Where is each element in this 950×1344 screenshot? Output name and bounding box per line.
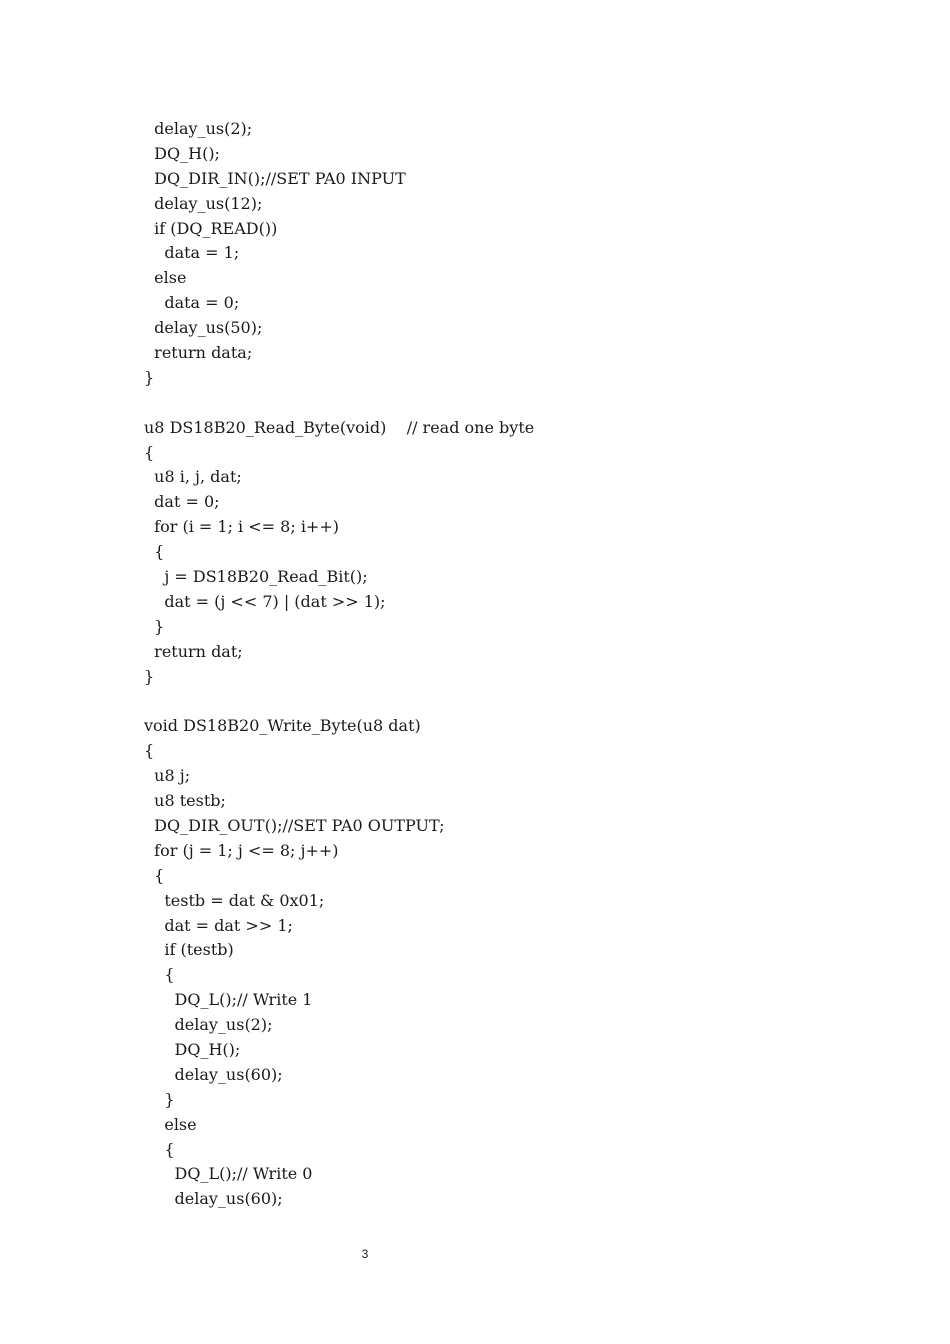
code-line: { [144,1139,175,1159]
code-line: u8 testb; [144,791,226,811]
code-line: { [144,442,155,462]
code-line: delay_us(50); [144,318,263,338]
code-line: { [144,865,165,885]
code-line: DQ_H(); [144,143,220,163]
code-line: data = 1; [144,243,240,263]
code-line: u8 j; [144,766,191,786]
code-line: delay_us(2); [144,119,253,138]
code-line: delay_us(2); [144,1015,273,1035]
code-line: dat = 0; [144,492,220,512]
code-line: dat = (j << 7) | (dat >> 1); [144,591,386,611]
code-line: dat = dat >> 1; [144,915,293,935]
code-line: return data; [144,343,253,363]
code-line: DQ_H(); [144,1039,241,1059]
code-line: DQ_DIR_IN();//SET PA0 INPUT [144,168,406,188]
code-line: j = DS18B20_Read_Bit(); [144,567,368,587]
code-line: delay_us(60); [144,1189,283,1209]
code-line: } [144,367,155,387]
code-listing [144,117,904,1212]
page-number: 3 [361,1247,369,1261]
code-line: for (j = 1; j <= 8; j++) [144,840,339,860]
code-line: void DS18B20_Write_Byte(u8 dat) [144,716,421,736]
code-line: u8 DS18B20_Read_Byte(void) // read one byte [144,417,535,437]
code-line: data = 0; [144,293,240,313]
code-line: { [144,965,175,985]
code-line: delay_us(60); [144,1064,283,1084]
code-line: delay_us(12); [144,193,263,213]
code-line: if (DQ_READ()) [144,218,278,238]
code-line: DQ_L();// Write 0 [144,1164,313,1184]
code-line: else [144,268,187,288]
code-line: } [144,1089,175,1109]
code-line: } [144,616,165,636]
code-line: if (testb) [144,940,234,960]
code-line: else [144,1114,197,1134]
code-line: u8 i, j, dat; [144,467,242,487]
code-line: } [144,666,155,686]
code-line: DQ_DIR_OUT();//SET PA0 OUTPUT; [144,815,445,835]
code-line: { [144,741,155,761]
code-line: for (i = 1; i <= 8; i++) [144,517,339,537]
code-line: testb = dat & 0x01; [144,890,325,910]
code-line: { [144,542,165,562]
code-line: return dat; [144,641,243,661]
code-line [144,391,904,416]
code-line [144,689,904,714]
code-line: DQ_L();// Write 1 [144,990,313,1010]
